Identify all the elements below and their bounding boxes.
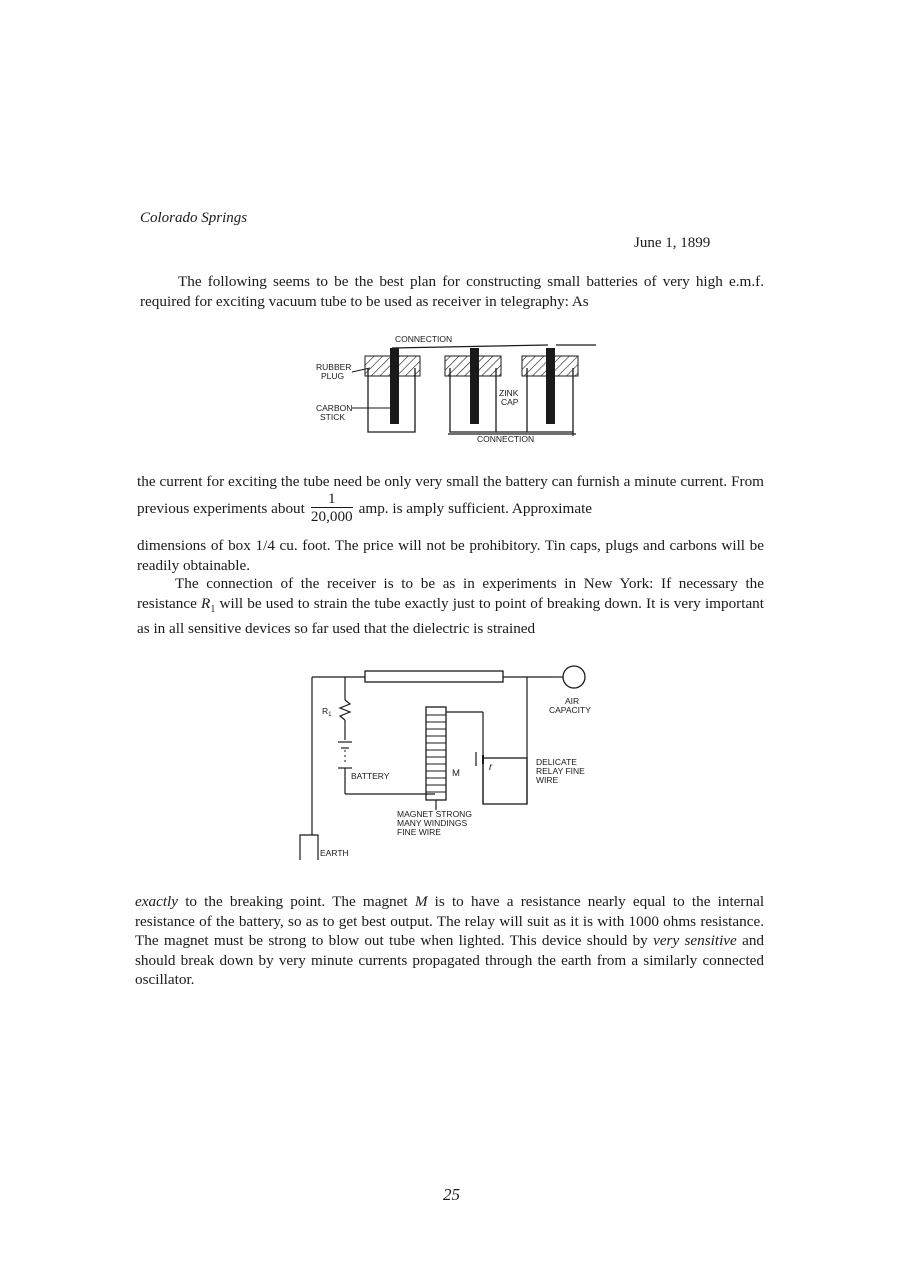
paragraph-5 xyxy=(135,892,764,990)
resistor-r1 xyxy=(340,700,350,720)
p4-text-b: will be used to strain the tube exactly just to point of breaking down. It is very important as in all sensitive devices so far used that the dielectric is strained xyxy=(137,594,764,638)
place-heading: Colorado Springs xyxy=(140,210,248,226)
air-capacity-sphere xyxy=(563,666,585,688)
paragraph-3: dimensions of box 1/4 cu. foot. The price will not be prohibitory. Tin caps, plugs and carbons will be readily obtainable. xyxy=(137,537,764,574)
receiver-circuit-figure xyxy=(290,660,630,870)
magnet-caption-1: MAGNET STRONG xyxy=(397,809,472,819)
cell-2 xyxy=(445,348,501,432)
paragraph-4 xyxy=(137,574,764,639)
carbon-label: CARBON xyxy=(316,403,353,413)
paragraph-1: The following seems to be the best plan for constructing small batteries of very high e.m.f. required for exciting vacuum tube to be used as receiver in telegraphy: As xyxy=(140,273,764,310)
date-heading: June 1, 1899 xyxy=(634,235,711,251)
p2-text-after: amp. is amply sufficient. Approximate xyxy=(358,499,593,517)
magnet-caption-3: FINE WIRE xyxy=(397,827,441,837)
p5-emphasis-sensitive: very sensitive xyxy=(653,932,737,949)
stick-label: STICK xyxy=(320,412,346,422)
r1-subscript: 1 xyxy=(210,603,216,615)
connection-bottom-label: CONNECTION xyxy=(477,434,535,444)
cap-label: CAP xyxy=(501,397,519,407)
magnet-coil xyxy=(426,707,446,800)
cell-1 xyxy=(365,348,420,432)
r1-label: $R_1$ xyxy=(322,706,332,718)
battery-label: BATTERY xyxy=(351,771,390,781)
wire-label: WIRE xyxy=(536,775,559,785)
earth-label: EARTH xyxy=(320,848,349,858)
connection-top-label: CONNECTION xyxy=(395,334,453,344)
fraction-denominator: 20,000 xyxy=(310,507,353,525)
capacity-label: CAPACITY xyxy=(549,705,591,715)
p5-magnet-symbol: M xyxy=(414,893,428,910)
magnet-caption-2: MANY WINDINGS xyxy=(397,818,468,828)
fraction-numerator: 1 xyxy=(311,490,353,508)
p5-text-a: to the breaking point. The magnet xyxy=(185,893,408,910)
earth-plate xyxy=(300,835,318,860)
paragraph-2 xyxy=(137,472,764,527)
relay-r-label: r xyxy=(489,762,493,773)
rubber-label: RUBBER xyxy=(316,362,352,372)
page-number: 25 xyxy=(443,1185,460,1204)
p5-text-c: and should break down by very minute currents propagated through the earth from a similarly connected oscillator. xyxy=(135,932,765,988)
r1-symbol: R xyxy=(201,594,211,612)
vacuum-tube xyxy=(365,671,503,682)
p2-text-before: the current for exciting the tube need be only very small the battery can furnish a minute current. From previous experiments about xyxy=(137,473,764,517)
cell-3 xyxy=(522,348,578,432)
plug-label: PLUG xyxy=(321,371,345,381)
zink-label: ZINK xyxy=(499,388,519,398)
relay-fine-label: RELAY FINE xyxy=(536,766,585,776)
p5-emphasis-exactly: exactly xyxy=(135,893,178,910)
air-label: AIR xyxy=(565,696,580,706)
battery-cells-figure xyxy=(300,328,610,448)
delicate-label: DELICATE xyxy=(536,757,577,767)
fraction xyxy=(311,490,353,525)
p5-text-b: is to have a resistance nearly equal to the internal resistance of the battery, so as to get best output. The relay will suit as it is with 1000 ohms resistance. The magnet must be strong to blow out tube when lighted. This device should by xyxy=(135,893,765,949)
p4-text-a: The connection of the receiver is to be as in experiments in New York: If necessary the resistance xyxy=(137,575,764,612)
magnet-m-label: M xyxy=(452,768,460,779)
